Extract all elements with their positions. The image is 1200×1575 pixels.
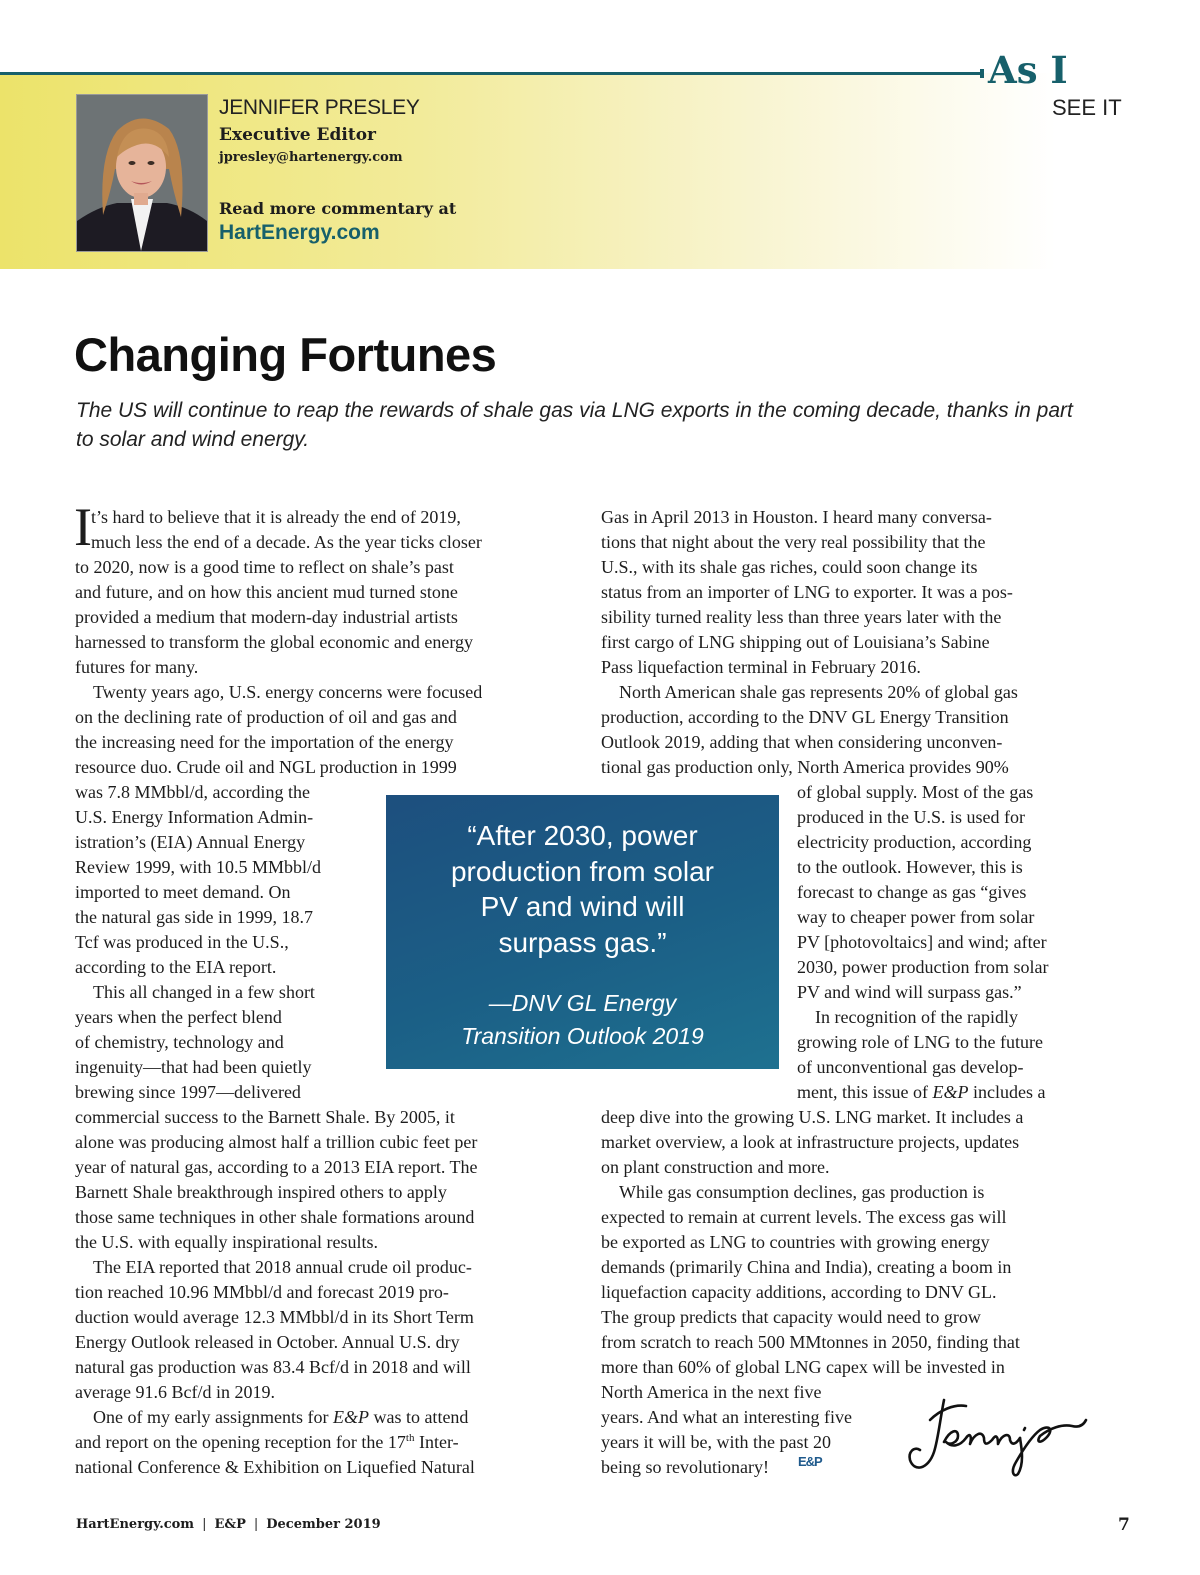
body-line: national Conference & Exhibition on Liquefied Natural — [75, 1457, 475, 1477]
end-mark: E&P — [798, 1454, 822, 1469]
body-line: was 7.8 MMbbl/d, according the — [75, 782, 310, 802]
footer-issue: December 2019 — [266, 1517, 381, 1532]
signature-image — [900, 1390, 1090, 1480]
section-title: As I — [988, 48, 1068, 92]
body-line: The group predicts that capacity would need to grow — [601, 1307, 981, 1327]
body-line: 2030, power production from solar — [797, 957, 1049, 977]
body-line: and future, and on how this ancient mud turned stone — [75, 582, 458, 602]
body-line — [797, 1080, 1045, 1105]
body-line: U.S., with its shale gas riches, could soon change its — [601, 557, 978, 577]
body-line: While gas consumption declines, gas production is — [619, 1182, 985, 1202]
pull-quote — [386, 795, 779, 1069]
magazine-name: E&P — [332, 1407, 369, 1427]
body-line: Gas in April 2013 in Houston. I heard many conversa- — [601, 507, 992, 527]
body-line: produced in the U.S. is used for — [797, 807, 1025, 827]
body-text: and report on the opening reception for the 17 — [75, 1432, 406, 1452]
body-line: duction would average 12.3 MMbbl/d in its Short Term — [75, 1307, 474, 1327]
body-line: North American shale gas represents 20% of global gas — [619, 682, 1018, 702]
body-line: expected to remain at current levels. The excess gas will — [601, 1207, 1007, 1227]
section-rule — [0, 72, 980, 75]
body-line: t’s hard to believe that it is already the end of 2019, — [91, 507, 461, 527]
body-line — [93, 1405, 468, 1430]
body-line: Review 1999, with 10.5 MMbbl/d — [75, 857, 321, 877]
footer-separator: | — [202, 1517, 207, 1532]
article-headline: Changing Fortunes — [74, 328, 497, 381]
body-line: the increasing need for the importation of the energy — [75, 732, 454, 752]
body-line: be exported as LNG to countries with growing energy — [601, 1232, 990, 1252]
body-line: This all changed in a few short — [93, 982, 315, 1002]
body-line: sibility turned reality less than three years later with the — [601, 607, 1002, 627]
body-line: PV and wind will surpass gas.” — [797, 982, 1022, 1002]
body-text: Inter- — [414, 1432, 459, 1452]
body-line: much less the end of a decade. As the year ticks closer — [91, 532, 482, 552]
body-line: of chemistry, technology and — [75, 1032, 284, 1052]
read-more-label: Read more commentary at — [219, 199, 457, 218]
body-line: first cargo of LNG shipping out of Louisiana’s Sabine — [601, 632, 990, 652]
pull-quote-attribution: —DNV GL Energy Transition Outlook 2019 — [461, 990, 704, 1049]
author-photo — [76, 94, 208, 252]
footer-magazine: E&P — [214, 1517, 246, 1532]
body-line: of unconventional gas develop- — [797, 1057, 1024, 1077]
body-line — [75, 1430, 459, 1455]
body-line: status from an importer of LNG to exporter. It was a pos- — [601, 582, 1013, 602]
body-text: One of my early assignments for — [93, 1407, 333, 1427]
author-email[interactable]: jpresley@hartenergy.com — [219, 150, 403, 165]
magazine-name: E&P — [932, 1082, 969, 1102]
body-line: forecast to change as gas “gives — [797, 882, 1027, 902]
body-line: istration’s (EIA) Annual Energy — [75, 832, 306, 852]
body-line: resource duo. Crude oil and NGL production in 1999 — [75, 757, 457, 777]
body-line: natural gas production was 83.4 Bcf/d in 2018 and will — [75, 1357, 471, 1377]
body-line: being so revolutionary! — [601, 1457, 769, 1477]
body-line: Pass liquefaction terminal in February 2016. — [601, 657, 921, 677]
site-link[interactable]: HartEnergy.com — [219, 221, 380, 244]
body-line: Twenty years ago, U.S. energy concerns were focused — [93, 682, 483, 702]
body-line: Outlook 2019, adding that when considering unconven- — [601, 732, 1003, 752]
body-line: the natural gas side in 1999, 18.7 — [75, 907, 313, 927]
body-line: market overview, a look at infrastructure projects, updates — [601, 1132, 1020, 1152]
body-line: North America in the next five — [601, 1382, 822, 1402]
author-role: Executive Editor — [219, 125, 376, 145]
body-line: Tcf was produced in the U.S., — [75, 932, 289, 952]
body-text: ment, this issue of — [797, 1082, 933, 1102]
article-dek: The US will continue to reap the rewards of shale gas via LNG exports in the coming decade, thanks in part to solar and wind energy. — [76, 399, 1073, 451]
body-line: electricity production, according — [797, 832, 1032, 852]
body-line: brewing since 1997—delivered — [75, 1082, 301, 1102]
body-line: futures for many. — [75, 657, 199, 677]
body-line: In recognition of the rapidly — [815, 1007, 1018, 1027]
author-name: JENNIFER PRESLEY — [219, 96, 420, 119]
body-line: on the declining rate of production of oil and gas and — [75, 707, 457, 727]
body-line: tions that night about the very real possibility that the — [601, 532, 986, 552]
body-line: according to the EIA report. — [75, 957, 277, 977]
body-line: deep dive into the growing U.S. LNG market. It includes a — [601, 1107, 1024, 1127]
body-line: imported to meet demand. On — [75, 882, 291, 902]
body-line: harnessed to transform the global economic and energy — [75, 632, 474, 652]
body-line: average 91.6 Bcf/d in 2019. — [75, 1382, 275, 1402]
footer-separator: | — [253, 1517, 259, 1532]
body-line: of global supply. Most of the gas — [797, 782, 1034, 802]
ordinal-suffix: th — [405, 1432, 415, 1444]
body-line: way to cheaper power from solar — [797, 907, 1035, 927]
body-line: from scratch to reach 500 MMtonnes in 2050, finding that — [601, 1332, 1020, 1352]
body-line: the U.S. with equally inspirational results. — [75, 1232, 378, 1252]
body-line: Barnett Shale breakthrough inspired others to apply — [75, 1182, 447, 1202]
section-subtitle: SEE IT — [1052, 95, 1122, 120]
page-number: 7 — [1118, 1515, 1130, 1535]
body-line: tion reached 10.96 MMbbl/d and forecast 2019 pro- — [75, 1282, 449, 1302]
section-rule-end — [980, 69, 984, 78]
body-line: production, according to the DNV GL Energy Transition — [601, 707, 1009, 727]
body-line: more than 60% of global LNG capex will be invested in — [601, 1357, 1005, 1377]
body-line: provided a medium that modern-day industrial artists — [75, 607, 458, 627]
body-line: U.S. Energy Information Admin- — [75, 807, 314, 827]
body-line: years it will be, with the past 20 — [601, 1432, 831, 1452]
body-line: years. And what an interesting five — [601, 1407, 852, 1427]
body-line: those same techniques in other shale formations around — [75, 1207, 475, 1227]
body-line: demands (primarily China and India), creating a boom in — [601, 1257, 1012, 1277]
body-line: liquefaction capacity additions, according to DNV GL. — [601, 1282, 997, 1302]
pull-quote-text: “After 2030, power production from solar PV and wind will surpass gas.” — [450, 820, 714, 958]
body-line: on plant construction and more. — [601, 1157, 830, 1177]
body-line: years when the perfect blend — [75, 1007, 282, 1027]
body-text: includes a — [968, 1082, 1046, 1102]
body-text: was to attend — [368, 1407, 469, 1427]
body-line: ingenuity—that had been quietly — [75, 1057, 312, 1077]
body-line: growing role of LNG to the future — [797, 1032, 1043, 1052]
body-line: year of natural gas, according to a 2013 EIA report. The — [75, 1157, 478, 1177]
drop-cap: I — [74, 497, 92, 557]
body-line: to the outlook. However, this is — [797, 857, 1023, 877]
page-footer — [76, 1516, 381, 1534]
body-line: to 2020, now is a good time to reflect on shale’s past — [75, 557, 454, 577]
body-line: tional gas production only, North America provides 90% — [601, 757, 1009, 777]
footer-site: HartEnergy.com — [76, 1517, 195, 1532]
body-line: alone was producing almost half a trillion cubic feet per — [75, 1132, 478, 1152]
body-line: Energy Outlook released in October. Annual U.S. dry — [75, 1332, 460, 1352]
body-line: commercial success to the Barnett Shale. By 2005, it — [75, 1107, 455, 1127]
body-line: PV [photovoltaics] and wind; after — [797, 932, 1047, 952]
body-line: The EIA reported that 2018 annual crude oil produc- — [93, 1257, 472, 1277]
